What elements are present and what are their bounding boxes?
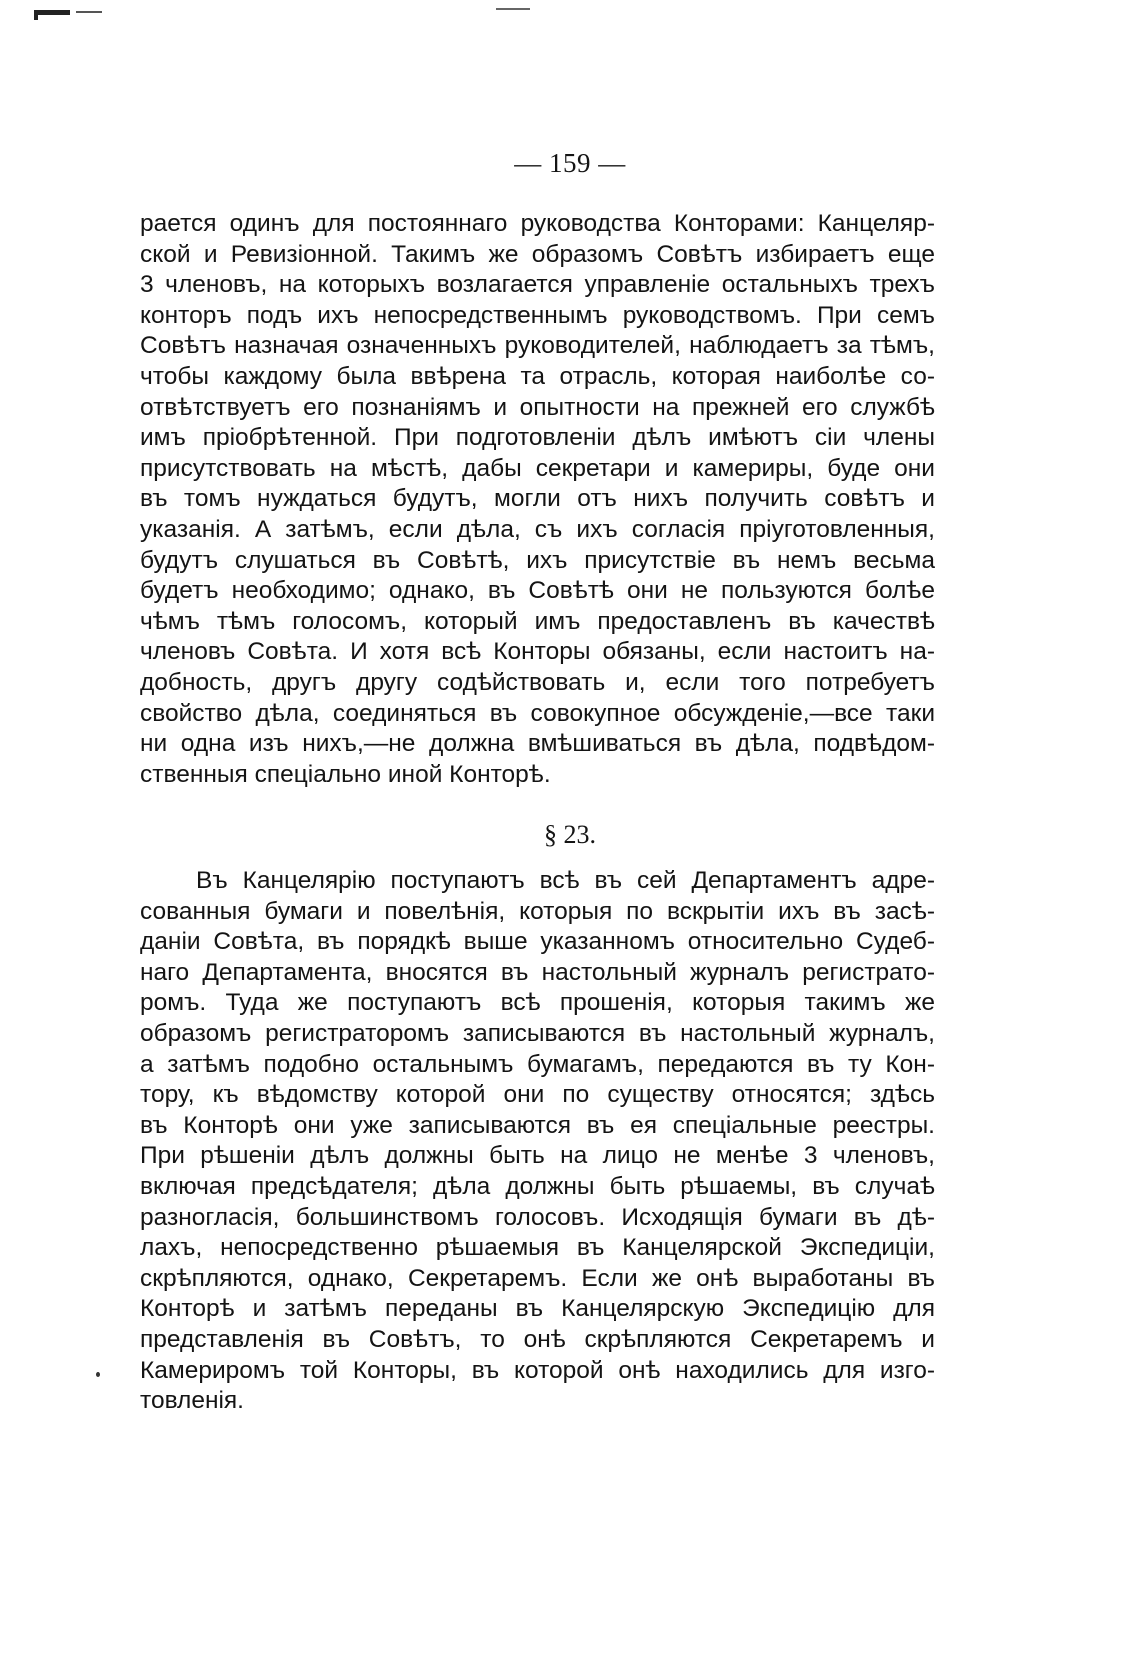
text-line: рается одинъ для постояннаго руководства Конторами: Канцеляр- xyxy=(140,210,935,237)
text-line: представленія въ Совѣтъ, то онѣ скрѣпляются Секретаремъ и xyxy=(140,1325,935,1353)
page-number: — 159 — xyxy=(514,148,626,178)
text-line: а затѣмъ подобно остальнымъ бумагамъ, передаются въ ту Кон- xyxy=(140,1050,935,1078)
text-line: Конторѣ и затѣмъ переданы въ Канцелярскую Экспедицію для xyxy=(140,1295,935,1323)
scan-artifact xyxy=(76,11,102,13)
text-line: указанія. А затѣмъ, если дѣла, съ ихъ согласія пріуготовленныя, xyxy=(140,515,935,543)
text-line: образомъ регистраторомъ записываются въ настольный журналъ, xyxy=(140,1019,935,1047)
text-line: свойство дѣла, соединяться въ совокупное обсужденіе,—все таки xyxy=(140,699,935,727)
text-line: При рѣшеніи дѣлъ должны быть на лицо не менѣе 3 членовъ, xyxy=(140,1142,935,1170)
paragraph-continuation xyxy=(140,209,935,790)
text-line: товленія. xyxy=(140,1387,244,1415)
text-line: лахъ, непосредственно рѣшаемыя въ Канцелярской Экспедиціи, xyxy=(140,1234,935,1262)
text-line: Камериромъ той Конторы, въ которой онѣ находились для изго- xyxy=(140,1356,935,1384)
text-line: ственныя спеціально иной Конторѣ. xyxy=(140,760,551,788)
text-line: наго Департамента, вносятся въ настольный журналъ регистрато- xyxy=(140,958,935,986)
section-paragraph xyxy=(140,866,935,1417)
text-line: ской и Ревизіонной. Такимъ же образомъ Совѣтъ избираетъ еще xyxy=(140,240,935,268)
text-line: въ томъ нуждаться будутъ, могли отъ нихъ получить совѣтъ и xyxy=(140,485,935,513)
scan-speck xyxy=(96,1372,100,1377)
text-line: даніи Совѣта, въ порядкѣ выше указанномъ относительно Судеб- xyxy=(140,928,935,956)
text-line: добность, другъ другу содѣйствовать и, если того потребуетъ xyxy=(140,668,935,696)
text-line: ромъ. Туда же поступаютъ всѣ прошенія, которыя такимъ же xyxy=(140,989,935,1017)
text-line: сованныя бумаги и повелѣнія, которыя по вскрытіи ихъ въ засѣ- xyxy=(140,897,935,925)
scan-artifact xyxy=(496,8,530,10)
text-line: отвѣтствуетъ его познаніямъ и опытности на прежней его службѣ xyxy=(140,393,935,421)
text-line: скрѣпляются, однако, Секретаремъ. Если же онѣ выработаны въ xyxy=(140,1264,935,1292)
text-line: членовъ Совѣта. И хотя всѣ Конторы обязаны, если настоитъ на- xyxy=(140,638,935,666)
text-line: присутствовать на мѣстѣ, дабы секретари и камериры, буде они xyxy=(140,454,935,482)
text-line: включая предсѣдателя; дѣла должны быть рѣшаемы, въ случаѣ xyxy=(140,1172,935,1200)
text-line: конторъ подъ ихъ непосредственнымъ руководствомъ. При семъ xyxy=(140,301,935,329)
text-line: въ Конторѣ они уже записываются въ ея спеціальные реестры. xyxy=(140,1111,935,1139)
scan-artifact xyxy=(34,10,70,15)
text-line: 3 членовъ, на которыхъ возлагается управленіе остальныхъ трехъ xyxy=(140,271,935,299)
text-line: разногласія, большинствомъ голосовъ. Исходящія бумаги въ дѣ- xyxy=(140,1203,935,1231)
text-line: Въ Канцелярію поступаютъ всѣ въ сей Департаментъ адре- xyxy=(196,867,935,894)
text-line: будетъ необходимо; однако, въ Совѣтѣ они не пользуются болѣе xyxy=(140,577,935,605)
text-line: ни одна изъ нихъ,—не должна вмѣшиваться въ дѣла, подвѣдом- xyxy=(140,730,935,758)
text-line: будутъ слушаться въ Совѣтѣ, ихъ присутствіе въ немъ весьма xyxy=(140,546,935,574)
section-heading: § 23. xyxy=(544,820,596,849)
text-line: чтобы каждому была ввѣрена та отрасль, которая наиболѣе со- xyxy=(140,362,935,390)
scan-artifact xyxy=(34,10,38,20)
text-line: Совѣтъ назначая означенныхъ руководителей, наблюдаетъ за тѣмъ, xyxy=(140,332,935,360)
text-line: имъ пріобрѣтенной. При подготовленіи дѣлъ имѣютъ сіи члены xyxy=(140,424,935,452)
text-line: чѣмъ тѣмъ голосомъ, который имъ предоставленъ въ качествѣ xyxy=(140,607,935,635)
text-line: тору, къ вѣдомству которой они по существу относятся; здѣсь xyxy=(140,1081,935,1109)
